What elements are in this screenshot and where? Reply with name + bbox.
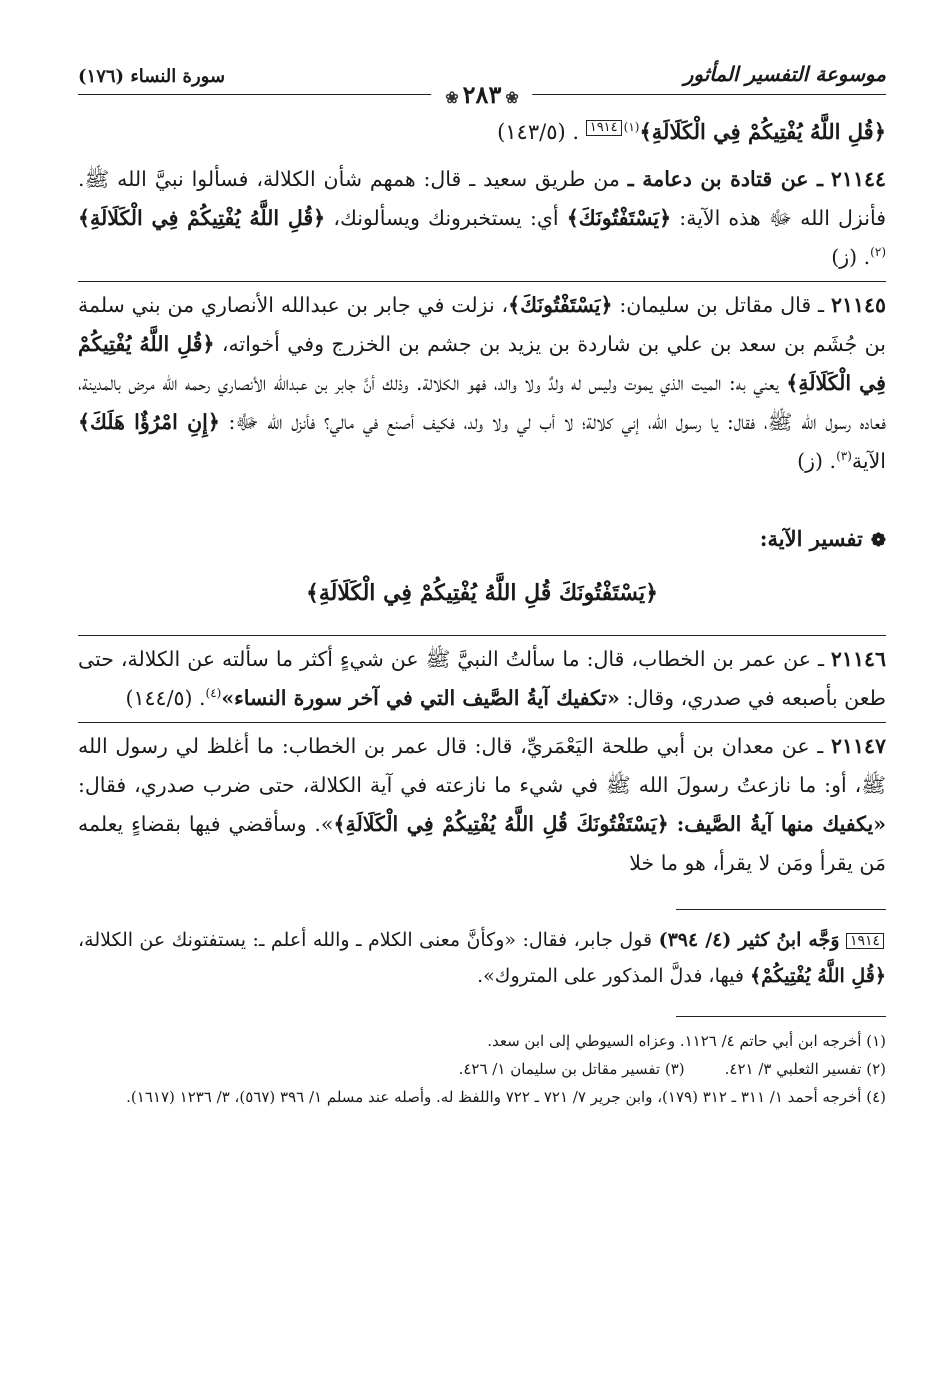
- footnote-ref: (٢): [870, 245, 886, 260]
- quran-quote: ﴿يَسْتَفْتُونَكَ﴾: [508, 293, 613, 317]
- entry-number: ٢١١٤٥: [830, 293, 886, 317]
- entry-ref: . (١٤٤/٥): [125, 686, 206, 710]
- quran-verse: ﴿قُلِ اللَّهُ يُفْتِيكُمْ فِي الْكَلَالَةِ﴾: [639, 119, 886, 144]
- section-ayah: ﴿يَسْتَفْتُونَكَ قُلِ اللَّهُ يُفْتِيكُمْ فِي الْكَلَالَةِ﴾: [305, 580, 659, 606]
- footnote-3: (٣) تفسير مقاتل بن سليمان ١/ ٤٢٦.: [458, 1060, 685, 1078]
- page-number: ٢٨٣: [462, 80, 502, 109]
- footnote-ref: (٤): [205, 686, 222, 701]
- footnote-ref: (١): [623, 120, 640, 134]
- footnote-separator: [676, 1016, 886, 1017]
- entry-ref: . (ز): [797, 449, 837, 473]
- quran-quote: ﴿يَسْتَفْتُونَكَ قُلِ اللَّهُ يُفْتِيكُمْ فِي الْكَلَالَةِ﴾: [333, 812, 669, 836]
- main-text: [78, 112, 886, 883]
- volume-ref: . (١٤٣/٥): [497, 120, 580, 144]
- page: [78, 52, 886, 1383]
- note-ref-box: ١٩١٤: [846, 933, 884, 949]
- ayah-heading: [78, 112, 886, 152]
- note-separator: [676, 909, 886, 910]
- entry-21147: [78, 722, 886, 883]
- quran-quote: ﴿قُلِ اللَّهُ يُفْتِيكُمْ﴾: [749, 965, 886, 987]
- entry-number: ٢١١٤٦: [830, 647, 886, 671]
- book-title: موسوعة التفسير المأثور: [683, 62, 886, 86]
- quran-quote: ﴿يَسْتَفْتُونَكَ﴾: [566, 206, 672, 230]
- page-number-block: [431, 80, 532, 109]
- ornament-icon: ❀: [505, 88, 519, 107]
- entry-ref: . (ز): [831, 245, 871, 269]
- entry-text: ». وسأقضي فيها بقضاءٍ يعلمه مَن يقرأ ومَن لا يقرأ، هو ما خلا: [78, 812, 886, 875]
- footnote-1: (١) أخرجه ابن أبي حاتم ٤/ ١١٢٦. وعزاه السيوطي إلى ابن سعد.: [487, 1032, 886, 1050]
- entry-21144: [78, 156, 886, 277]
- section-heading: [78, 519, 886, 560]
- entry-21146: [78, 635, 886, 718]
- note-ref-box: ١٩١٤: [586, 120, 622, 136]
- footnotes: [78, 1027, 886, 1111]
- note-author: وَجَّه ابنُ كثير (٤/ ٣٩٤): [658, 929, 840, 951]
- note-1914: [78, 922, 886, 994]
- entry-number: ٢١١٤٧: [830, 734, 886, 758]
- entry-text: ـ قال مقاتل بن سليمان:: [619, 293, 825, 317]
- entry-text: الآية: [851, 449, 886, 473]
- entry-text: أي: يستخبرونك ويسألونك،: [333, 206, 559, 230]
- entry-text: ، نزلت في جابر بن عبدالله الأنصاري من بني سلمة بن جُشَم بن سعد بن علي بن شاردة بن يزيد بن جشم بن الخزرج وفي أخواته،: [78, 293, 886, 356]
- entry-text: ـ عن معدان بن أبي طلحة اليَعْمَريِّ، قال: قال عمر بن الخطاب: ما أغلظ لي رسول الله ﷺ، أو: ما نازعتُ رسولَ الله ﷺ في شيء ما نازعته في آية الكلالة، حتى ضرب صدري، فقال:: [78, 734, 886, 797]
- entry-narrator: ـ عن قتادة بن دعامة ـ: [627, 167, 824, 191]
- section-title: تفسير الآية:: [759, 526, 863, 551]
- entry-text: يعني به: الميت الذي يموت وليس له ولدٌ ولا والد، فهو الكلالة. وذلك أنَّ جابر بن عبدالله الأنصاري رحمه الله مرض بالمدينة، فعاده رسول الله ﷺ، فقال: يا رسول الله، إني كلالة؛ لا أب لي ولا ولد، فكيف أصنع في مالي؟ فأنزل الله ﷻ:: [78, 371, 886, 434]
- quran-quote: ﴿إِنِ امْرُؤٌا هَلَكَ﴾: [78, 410, 220, 434]
- footnote-2: (٢) تفسير الثعلبي ٣/ ٤٢١.: [724, 1060, 886, 1078]
- entry-number: ٢١١٤٤: [830, 167, 886, 191]
- footnote-row: [78, 1055, 886, 1083]
- entry-text: من طريق سعيد ـ قال: همهم شأن الكلالة، فسألوا نبيَّ الله ﷺ. فأنزل الله ﷻ هذه الآية:: [78, 167, 886, 230]
- note-text: فيها، فدلَّ المذكور على المتروك».: [477, 965, 744, 987]
- note-text: قول جابر، فقال: «وكأنَّ معنى الكلام ـ والله أعلم ـ: يستفتونك عن الكلالة،: [78, 929, 653, 951]
- sura-label: سورة النساء (١٧٦): [78, 66, 226, 87]
- quran-quote: ﴿قُلِ اللَّهُ يُفْتِيكُمْ فِي الْكَلَالَةِ﴾: [78, 332, 886, 395]
- entry-21145: [78, 281, 886, 481]
- entry-bold-quote: «يكفيك منها آيةُ الصَّيف:: [676, 812, 887, 836]
- entry-text: ـ عن عمر بن الخطاب، قال: ما سألتُ النبيَّ ﷺ عن شيءٍ أكثر ما سألته عن الكلالة، حتى طعن بأصبعه في صدري، وقال:: [78, 647, 886, 710]
- ornament-icon: ❀: [445, 88, 459, 107]
- footnote-4: (٤) أخرجه أحمد ١/ ٣١١ ـ ٣١٢ (١٧٩)، وابن جرير ٧/ ٧٢١ ـ ٧٢٢ واللفظ له. وأصله عند مسلم ١/ ٣٩٦ (٥٦٧)، ٣/ ١٢٣٦ (١٦١٧).: [126, 1088, 886, 1106]
- quran-quote: ﴿قُلِ اللَّهُ يُفْتِيكُمْ فِي الْكَلَالَةِ﴾: [78, 206, 326, 230]
- running-header: [78, 52, 886, 112]
- flower-icon: ❁: [870, 530, 886, 551]
- footnote-ref: (٣): [836, 449, 852, 464]
- entry-bold-quote: «تكفيك آيةُ الصَّيف التي في آخر سورة النساء»: [221, 686, 620, 710]
